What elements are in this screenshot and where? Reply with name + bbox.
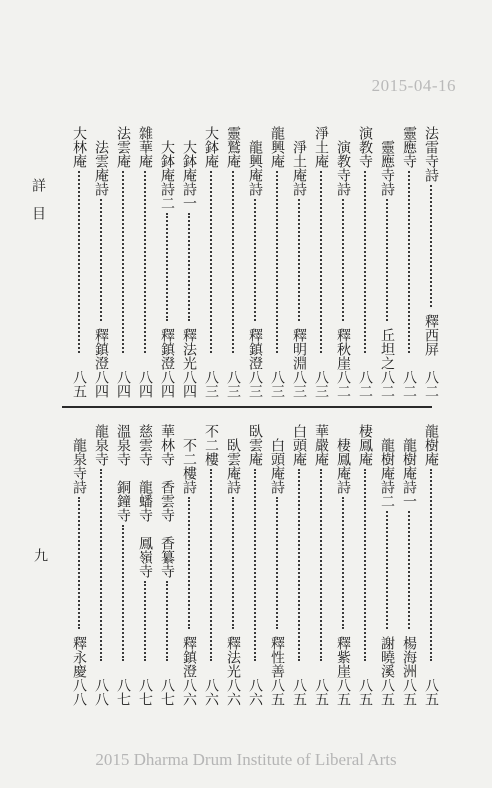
entry-page: 八三 <box>269 370 285 398</box>
entry-title: 淨土庵 <box>313 126 329 168</box>
page-number: 九 <box>32 548 48 576</box>
toc-entry <box>354 424 376 706</box>
entry-author: 丘坦之 <box>379 328 395 370</box>
toc-entry <box>156 126 178 398</box>
entry-author: 釋性善 <box>269 636 285 678</box>
toc-entry <box>420 424 442 706</box>
dot-leader <box>100 469 102 661</box>
toc-entry <box>200 126 222 398</box>
entry-title: 龍興庵 <box>269 126 285 168</box>
entry-title: 白頭庵 <box>291 424 307 466</box>
toc-entry <box>420 126 442 398</box>
entry-title: 法雲庵詩 <box>93 140 109 196</box>
toc-entry <box>398 126 420 398</box>
entry-title: 龍樹庵詩二 <box>379 438 395 508</box>
dot-leader <box>78 497 80 629</box>
entry-title: 演教寺詩 <box>335 140 351 196</box>
entry-title: 靈應寺 <box>401 126 417 168</box>
toc-entry <box>222 126 244 398</box>
dot-leader <box>364 469 366 661</box>
dot-leader <box>122 525 124 661</box>
entry-title: 臥雲庵詩 <box>225 438 241 494</box>
dot-leader <box>78 171 80 353</box>
entry-title: 淨土庵詩 <box>291 140 307 196</box>
entry-title: 雜華庵 <box>137 126 153 168</box>
entry-page: 八四 <box>137 370 153 398</box>
toc-entry <box>266 126 288 398</box>
entry-title: 龍樹庵詩一 <box>401 438 417 508</box>
entry-page: 八五 <box>401 678 417 706</box>
entry-page: 八二 <box>423 370 439 398</box>
entry-page: 八五 <box>313 678 329 706</box>
entry-author: 釋秋崖 <box>335 328 351 370</box>
entry-page: 八二 <box>401 370 417 398</box>
entry-page: 八六 <box>247 678 263 706</box>
entry-title: 大林庵 <box>71 126 87 168</box>
dot-leader <box>276 171 278 353</box>
dot-leader <box>210 171 212 353</box>
dot-leader <box>166 213 168 321</box>
dot-leader <box>320 469 322 661</box>
entry-author: 釋法光 <box>225 636 241 678</box>
entry-author: 釋法光 <box>181 328 197 370</box>
entry-page: 八六 <box>203 678 219 706</box>
entry-page: 八四 <box>181 370 197 398</box>
side-label: 詳目 <box>30 178 46 234</box>
entry-title: 華嚴庵 <box>313 424 329 466</box>
dot-leader <box>232 171 234 353</box>
entry-page: 八五 <box>269 678 285 706</box>
toc-entry <box>376 424 398 706</box>
toc-entry <box>354 126 376 398</box>
toc-entry <box>332 424 354 706</box>
entry-page: 八二 <box>379 370 395 398</box>
entry-author: 楊海洲 <box>401 636 417 678</box>
toc-entry <box>68 126 90 398</box>
dot-leader <box>254 199 256 321</box>
entry-title: 靈應寺詩 <box>379 140 395 196</box>
entry-title: 華林寺 香雲寺 香纂寺 <box>159 424 175 578</box>
entry-title: 白頭庵詩 <box>269 438 285 494</box>
dot-leader <box>232 497 234 629</box>
entry-title: 慈雲寺 龍蟠寺 鳳嶺寺 <box>137 424 153 578</box>
entry-title: 龍泉寺詩 <box>71 438 87 494</box>
entry-author: 釋鎮澄 <box>159 328 175 370</box>
entry-title: 臥雲庵 <box>247 424 263 466</box>
entry-page: 八四 <box>159 370 175 398</box>
toc-entry <box>310 126 332 398</box>
toc-entry <box>222 424 244 706</box>
entry-page: 八五 <box>335 678 351 706</box>
entry-page: 八五 <box>379 678 395 706</box>
toc-entry <box>398 424 420 706</box>
entry-title: 不二樓詩 <box>181 438 197 494</box>
entry-title: 法雲庵 <box>115 126 131 168</box>
entry-page: 八七 <box>159 678 175 706</box>
entry-page: 八七 <box>115 678 131 706</box>
entry-page: 八二 <box>357 370 373 398</box>
dot-leader <box>254 469 256 661</box>
toc-entry <box>244 126 266 398</box>
entry-page: 八五 <box>291 678 307 706</box>
entry-title: 不二樓 <box>203 424 219 466</box>
dot-leader <box>188 213 190 321</box>
toc-entry <box>244 424 266 706</box>
entry-title: 龍興庵詩 <box>247 140 263 196</box>
toc-entry <box>200 424 222 706</box>
entry-page: 八八 <box>93 678 109 706</box>
dot-leader <box>100 199 102 321</box>
toc-entry <box>90 126 112 398</box>
entry-title: 大鉢庵 <box>203 126 219 168</box>
dot-leader <box>364 171 366 353</box>
dot-leader <box>166 581 168 661</box>
entry-title: 大鉢庵詩二 <box>159 140 175 210</box>
entry-page: 八五 <box>357 678 373 706</box>
entry-title: 靈鷲庵 <box>225 126 241 168</box>
entry-page: 八三 <box>291 370 307 398</box>
toc-entry <box>112 126 134 398</box>
entry-title: 棲鳳庵 <box>357 424 373 466</box>
entry-page: 八二 <box>335 370 351 398</box>
toc-entry <box>156 424 178 706</box>
dot-leader <box>298 469 300 661</box>
toc-entry <box>90 424 112 706</box>
entry-author: 釋鎮澄 <box>93 328 109 370</box>
toc-entry <box>288 126 310 398</box>
entry-page: 八三 <box>313 370 329 398</box>
dot-leader <box>342 497 344 629</box>
entry-page: 八六 <box>181 678 197 706</box>
entry-page: 八六 <box>225 678 241 706</box>
entry-title: 龍樹庵 <box>423 424 439 466</box>
entry-title: 大鉢庵詩一 <box>181 140 197 210</box>
entry-title: 棲鳳庵詩 <box>335 438 351 494</box>
entry-page: 八五 <box>423 678 439 706</box>
entry-title: 龍泉寺 <box>93 424 109 466</box>
top-section <box>68 126 442 398</box>
entry-page: 八三 <box>225 370 241 398</box>
entry-author: 釋明淵 <box>291 328 307 370</box>
entry-page: 八五 <box>71 370 87 398</box>
dot-leader <box>408 511 410 629</box>
section-divider <box>62 406 432 408</box>
entry-author: 釋紫崖 <box>335 636 351 678</box>
entry-author: 釋鎮澄 <box>247 328 263 370</box>
dot-leader <box>210 469 212 661</box>
toc-entry <box>332 126 354 398</box>
toc-entry <box>288 424 310 706</box>
toc-entry <box>376 126 398 398</box>
entry-author: 釋西屏 <box>423 314 439 356</box>
toc-entry <box>68 424 90 706</box>
entry-page: 八三 <box>203 370 219 398</box>
dot-leader <box>144 581 146 661</box>
dot-leader <box>188 497 190 629</box>
toc-entry <box>178 126 200 398</box>
date-stamp: 2015-04-16 <box>371 76 456 95</box>
entry-author: 謝曉溪 <box>379 636 395 678</box>
toc-entry <box>134 126 156 398</box>
dot-leader <box>320 171 322 353</box>
toc-entry <box>178 424 200 706</box>
dot-leader <box>430 185 432 307</box>
entry-title: 法雷寺詩 <box>423 126 439 182</box>
dot-leader <box>144 171 146 353</box>
entry-page: 八四 <box>93 370 109 398</box>
dot-leader <box>408 171 410 353</box>
footer-watermark: 2015 Dharma Drum Institute of Liberal Arts <box>95 750 397 769</box>
entry-title: 溫泉寺 銅鐘寺 <box>115 424 131 522</box>
entry-title: 演教寺 <box>357 126 373 168</box>
entry-author: 釋永慶 <box>71 636 87 678</box>
bottom-section <box>68 424 442 706</box>
dot-leader <box>386 511 388 629</box>
dot-leader <box>430 469 432 661</box>
dot-leader <box>298 199 300 321</box>
toc-entry <box>266 424 288 706</box>
dot-leader <box>276 497 278 629</box>
dot-leader <box>386 199 388 321</box>
dot-leader <box>342 199 344 321</box>
dot-leader <box>122 171 124 353</box>
toc-entry <box>134 424 156 706</box>
entry-page: 八八 <box>71 678 87 706</box>
toc-entry <box>112 424 134 706</box>
entry-author: 釋鎮澄 <box>181 636 197 678</box>
entry-page: 八四 <box>115 370 131 398</box>
toc-entry <box>310 424 332 706</box>
entry-page: 八三 <box>247 370 263 398</box>
entry-page: 八七 <box>137 678 153 706</box>
